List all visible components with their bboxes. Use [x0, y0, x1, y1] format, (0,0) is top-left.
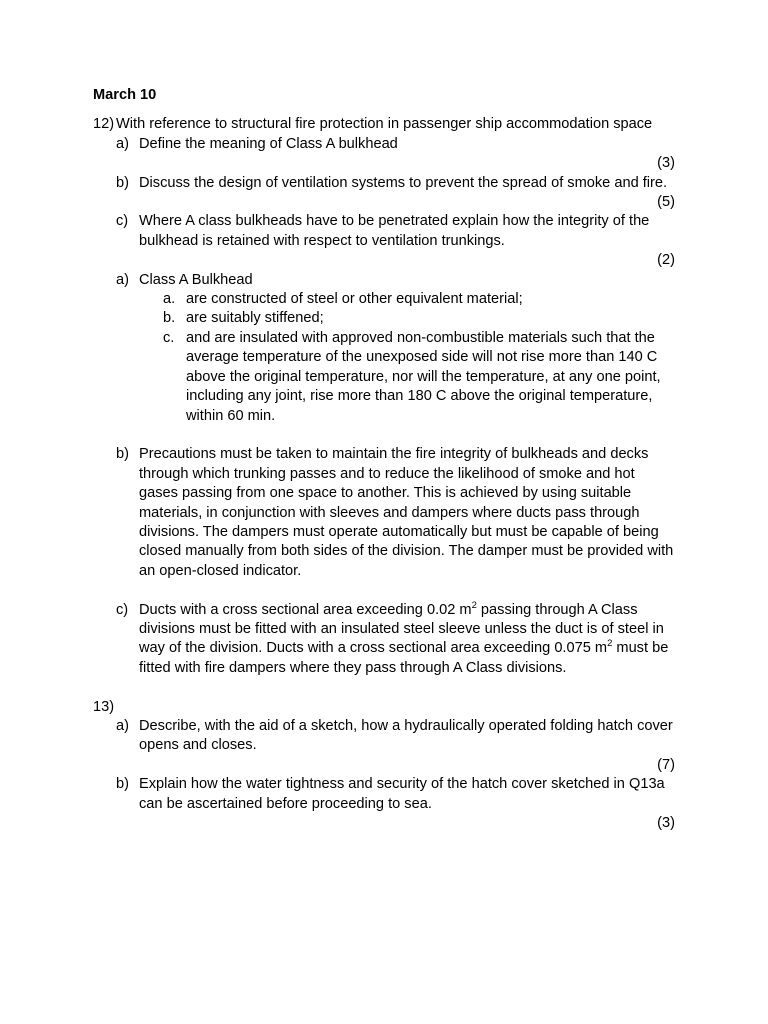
part-text: Define the meaning of Class A bulkhead: [139, 135, 398, 152]
question-13: [93, 698, 675, 834]
answer-text: Precautions must be taken to maintain the fire integrity of bulkheads and decks through which trunking passes and to reduce the likelihood of smoke and hot gases passing from one space to another. This is achieved by using suitable materials, in conjunction with sleeves and dampers where ducts pass through divisions. The dampers must operate automatically but must be capable of being closed manually from both sides of the division. The damper must be provided with an open-closed indicator.: [139, 446, 674, 579]
superscript: 2: [471, 599, 477, 611]
question-13-header: [93, 698, 675, 717]
question-part-c: [93, 212, 675, 251]
question-number: 13): [93, 698, 115, 715]
point-text: are suitably stiffened;: [186, 310, 324, 327]
exam-page: [93, 86, 675, 833]
point-label: a.: [163, 291, 176, 308]
question-text: With reference to structural fire protection in passenger ship accommodation space: [116, 116, 653, 133]
part-label: a): [116, 717, 129, 734]
part-marks: (5): [657, 194, 675, 211]
answer-a-title-row: [93, 271, 675, 290]
part-text: Where A class bulkheads have to be penetrated explain how the integrity of the bulkhead is retained with respect to ventilation trunkings.: [139, 213, 650, 249]
point-text: are constructed of steel or other equivalent material;: [186, 291, 523, 308]
answer-a: [93, 271, 675, 426]
part-text: Describe, with the aid of a sketch, how a hydraulically operated folding hatch cover opens and closes.: [139, 717, 673, 754]
page-heading: March 10: [93, 87, 157, 103]
part-label: a): [116, 135, 129, 152]
superscript: 2: [607, 638, 613, 650]
point-label: c.: [163, 329, 175, 346]
part-label: b): [116, 776, 129, 793]
spacer: [93, 581, 675, 600]
part-text: Explain how the water tightness and security of the hatch cover sketched in Q13a can be ascertained before proceeding to sea.: [139, 776, 665, 812]
answer-text: Ducts with a cross sectional area exceeding 0.02 $m^2$ passing through A Class divisions must be fitted with an insulated steel sleeve unless the duct is of steel in way of the division. Ducts with a cross sectional area exceeding 0.075 $m^2$ must be fitted with fire dampers where they pass through A Class divisions.: [139, 599, 669, 676]
question-part-b: [93, 775, 675, 814]
part-marks: (3): [657, 155, 675, 172]
question-part-a: [93, 717, 675, 756]
part-label: c): [116, 213, 129, 230]
answer-point: [93, 329, 675, 426]
answer-label: a): [116, 271, 129, 288]
question-part-a: [93, 135, 675, 154]
answer-b: [93, 445, 675, 581]
point-text: and are insulated with approved non-combustible materials such that the average temperature of the unexposed side will not rise more than 140 C above the original temperature, nor will the temperature, at any one point, including any joint, rise more than 180 C above the original temperature, within 60 min.: [186, 329, 661, 424]
answer-point: [93, 290, 675, 309]
question-12: [93, 115, 675, 678]
answer-point: [93, 309, 675, 328]
question-number: 12): [93, 116, 115, 133]
answer-c: [93, 601, 675, 679]
answer-title: Class A Bulkhead: [139, 271, 253, 288]
answer-label: b): [116, 446, 129, 463]
part-text: Discuss the design of ventilation systems to prevent the spread of smoke and fire.: [139, 174, 668, 191]
part-marks: (2): [657, 252, 675, 269]
question-part-b: [93, 174, 675, 193]
part-label: b): [116, 174, 129, 191]
question-12-header: [93, 115, 675, 134]
spacer: [93, 678, 675, 697]
answer-label: c): [116, 601, 129, 618]
point-label: b.: [163, 310, 176, 327]
part-marks: (3): [657, 814, 675, 831]
spacer: [93, 426, 675, 445]
part-marks: (7): [657, 756, 675, 773]
